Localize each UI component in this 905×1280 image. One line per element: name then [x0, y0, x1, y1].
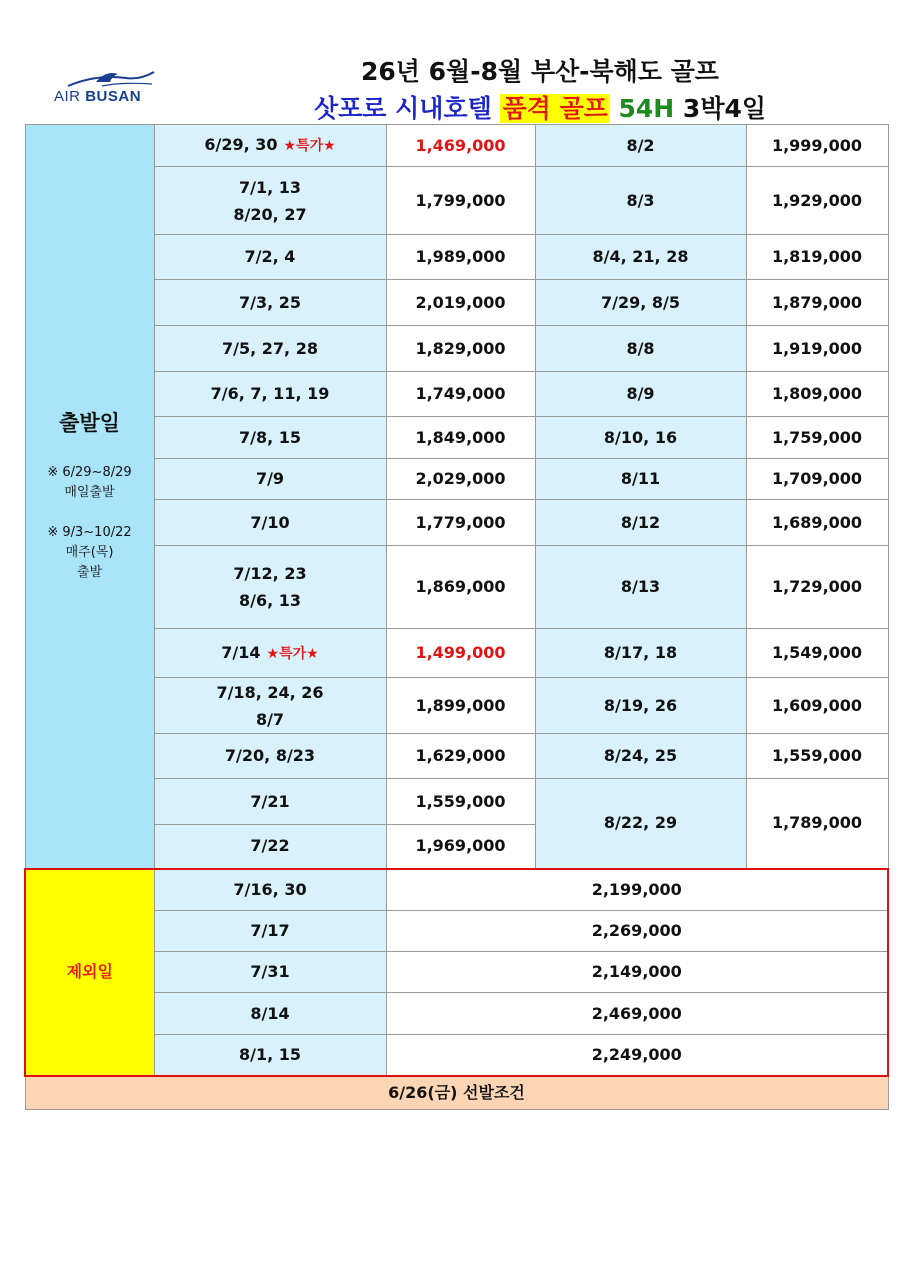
departure-date: 7/29, 8/5: [535, 280, 746, 326]
departure-date: 7/18, 24, 26 8/7: [154, 678, 386, 734]
departure-date: 8/2: [535, 125, 746, 167]
page-subtitle: [230, 89, 850, 125]
table-row: [25, 911, 888, 952]
sidebar-note: ※ 6/29~8/29: [47, 465, 132, 481]
departure-date: 7/14 ★특가★: [154, 629, 386, 678]
departure-date: 7/1, 13 8/20, 27: [154, 167, 386, 235]
price: 1,689,000: [746, 500, 888, 546]
subtitle-duration: 3박4일: [682, 94, 767, 123]
excluded-date: 8/14: [154, 993, 386, 1035]
table-row: [25, 546, 888, 629]
table-row: [25, 1035, 888, 1076]
special-badge: ★특가★: [266, 645, 319, 662]
subtitle-holes: 54H: [618, 94, 675, 123]
departure-date: 7/20, 8/23: [154, 734, 386, 779]
departure-date: 8/24, 25: [535, 734, 746, 779]
price: 2,029,000: [386, 459, 535, 500]
departure-date: 7/10: [154, 500, 386, 546]
departure-date: 7/2, 4: [154, 235, 386, 280]
excluded-price: 2,469,000: [386, 993, 888, 1035]
departure-date: 8/19, 26: [535, 678, 746, 734]
table-row: [25, 235, 888, 280]
sidebar-note: ※ 9/3~10/22: [47, 525, 132, 541]
departure-date: 8/10, 16: [535, 417, 746, 459]
table-row: [25, 678, 888, 734]
excluded-date: 7/17: [154, 911, 386, 952]
price: 2,019,000: [386, 280, 535, 326]
table-row: [25, 952, 888, 993]
table-row: [25, 280, 888, 326]
subtitle-highlight: 품격 골프: [502, 94, 608, 123]
footer-note: 6/26(금) 선발조건: [25, 1076, 888, 1110]
departure-sidebar: [25, 125, 154, 869]
special-badge: ★특가★: [283, 138, 336, 154]
sidebar-note: 매일출발: [64, 485, 115, 501]
price: 1,989,000: [386, 235, 535, 280]
departure-date: 8/17, 18: [535, 629, 746, 678]
sidebar-note: 출발: [76, 565, 103, 581]
air-busan-logo: [54, 68, 164, 108]
price: 1,869,000: [386, 546, 535, 629]
departure-date: 8/4, 21, 28: [535, 235, 746, 280]
departure-date: 8/9: [535, 372, 746, 417]
departure-date: 7/6, 7, 11, 19: [154, 372, 386, 417]
sidebar-note: 매주(목): [65, 545, 114, 561]
header: [0, 0, 905, 124]
departure-date: 8/22, 29: [535, 779, 746, 869]
departure-date: 7/8, 15: [154, 417, 386, 459]
price: 1,759,000: [746, 417, 888, 459]
price: 1,549,000: [746, 629, 888, 678]
price: 1,849,000: [386, 417, 535, 459]
departure-date: 8/13: [535, 546, 746, 629]
price: 1,559,000: [746, 734, 888, 779]
table-row: [25, 1076, 888, 1110]
price: 1,799,000: [386, 167, 535, 235]
excluded-date: 8/1, 15: [154, 1035, 386, 1076]
table-row: [25, 734, 888, 779]
price: 1,819,000: [746, 235, 888, 280]
logo-text: AIR BUSAN: [54, 88, 142, 105]
price: 1,709,000: [746, 459, 888, 500]
departure-date: 7/21: [154, 779, 386, 825]
price: 1,609,000: [746, 678, 888, 734]
table-row: [25, 629, 888, 678]
excluded-price: 2,249,000: [386, 1035, 888, 1076]
excluded-dates-label: 제외일: [25, 869, 154, 1076]
table-row: [25, 167, 888, 235]
price: 1,969,000: [386, 825, 535, 869]
price: 1,499,000: [386, 629, 535, 678]
departure-date: 7/9: [154, 459, 386, 500]
departure-date: 8/3: [535, 167, 746, 235]
price: 1,929,000: [746, 167, 888, 235]
table-row: [25, 869, 888, 911]
price: 1,899,000: [386, 678, 535, 734]
departure-date: 8/8: [535, 326, 746, 372]
table-row: [25, 993, 888, 1035]
price: 1,829,000: [386, 326, 535, 372]
table-row: [25, 372, 888, 417]
departure-date: 7/5, 27, 28: [154, 326, 386, 372]
price-table: [24, 124, 889, 1110]
price: 1,749,000: [386, 372, 535, 417]
price: 1,809,000: [746, 372, 888, 417]
price: 1,729,000: [746, 546, 888, 629]
subtitle-hotel: 삿포로 시내호텔: [313, 94, 492, 123]
departure-date: 7/3, 25: [154, 280, 386, 326]
table-row: [25, 779, 888, 825]
price: 1,999,000: [746, 125, 888, 167]
excluded-price: 2,149,000: [386, 952, 888, 993]
price: 1,779,000: [386, 500, 535, 546]
table-row: [25, 417, 888, 459]
excluded-date: 7/31: [154, 952, 386, 993]
departure-date: 8/12: [535, 500, 746, 546]
excluded-date: 7/16, 30: [154, 869, 386, 911]
price: 1,789,000: [746, 779, 888, 869]
price: 1,629,000: [386, 734, 535, 779]
departure-date: 7/22: [154, 825, 386, 869]
page-title: 26년 6월-8월 부산-북해도 골프: [361, 57, 719, 86]
price: 1,879,000: [746, 280, 888, 326]
table-row: [25, 125, 888, 167]
table-row: [25, 500, 888, 546]
price: 1,559,000: [386, 779, 535, 825]
departure-date: 7/12, 23 8/6, 13: [154, 546, 386, 629]
departure-date: 8/11: [535, 459, 746, 500]
price: 1,919,000: [746, 326, 888, 372]
excluded-price: 2,269,000: [386, 911, 888, 952]
departure-date: 6/29, 30 ★특가★: [154, 125, 386, 167]
price: 1,469,000: [386, 125, 535, 167]
table-row: [25, 459, 888, 500]
sidebar-title: 출발일: [59, 411, 120, 436]
excluded-price: 2,199,000: [386, 869, 888, 911]
table-row: [25, 326, 888, 372]
